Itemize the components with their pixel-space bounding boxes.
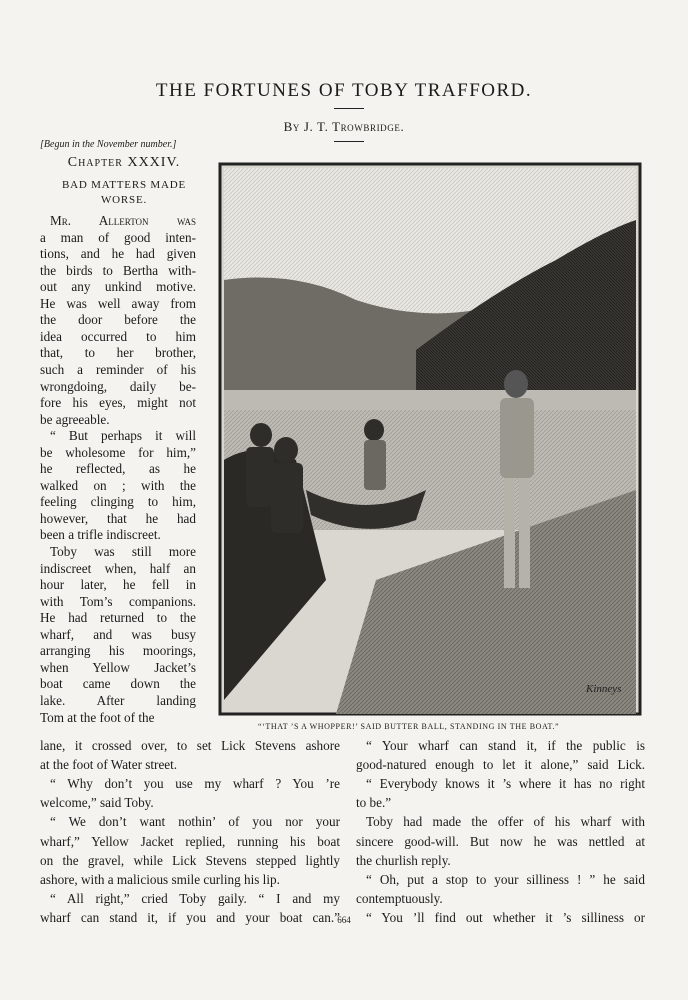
right-col-line: contemptuously. <box>356 890 443 906</box>
left-col-line: wharf,” Yellow Jacket replied, running his boat <box>40 833 340 849</box>
narrow-col-line: He was well away from <box>40 295 196 311</box>
narrow-col-line: He had returned to the <box>40 610 196 626</box>
right-col-line: “ Everybody knows it ’s where it has no right <box>366 776 645 792</box>
narrow-col-line: arranging his moorings, <box>40 643 196 659</box>
narrow-col-line: with Tom’s companions. <box>40 593 196 609</box>
chapter-subheading <box>40 178 208 208</box>
narrow-col-line: boat came down the <box>40 676 196 692</box>
right-col-line: to be.” <box>356 795 392 811</box>
begun-note: [Begun in the November number.] <box>40 139 177 150</box>
title-rule <box>334 108 364 109</box>
narrow-col-line: the birds to Bertha with- <box>40 262 196 278</box>
narrow-col-line: the door before the <box>40 312 196 328</box>
subheading-line-2: WORSE. <box>100 194 148 206</box>
narrow-col-line: fore his eyes, might not <box>40 395 196 411</box>
narrow-col-line: a man of good inten- <box>40 229 196 245</box>
narrow-col-line: wharf, and was busy <box>40 626 196 642</box>
narrow-col-line: feeling clinging to him, <box>40 494 196 510</box>
byline-text: By J. T. Trowbridge. <box>283 119 405 134</box>
byline <box>0 119 688 135</box>
article-title: THE FORTUNES OF TOBY TRAFFORD. <box>155 80 533 101</box>
left-col-line: “ We don’t want nothin’ of you nor your <box>50 814 340 830</box>
left-col-line: welcome,” said Toby. <box>40 795 154 811</box>
right-col-line: “ Your wharf can stand it, if the public is <box>366 738 645 753</box>
subheading-line-1: BAD MATTERS MADE <box>61 179 187 191</box>
page-number: 664 <box>337 915 351 925</box>
narrow-col-line: hour later, he fell in <box>40 577 196 593</box>
right-col-line: sincere good-will. But now he was nettled at <box>356 833 645 849</box>
narrow-col-line: when Yellow Jacket’s <box>40 659 196 675</box>
byline-rule <box>334 141 364 142</box>
narrow-col-line: Toby was still more <box>50 544 196 559</box>
left-col-line: “ Why don’t you use my wharf ? You ’re <box>50 776 340 792</box>
engraving-illustration <box>216 160 644 718</box>
narrow-col-line: indiscreet when, half an <box>40 560 196 576</box>
illustration-signature: Kinneys <box>586 683 622 695</box>
left-col-line: “ All right,” cried Toby gaily. “ I and my <box>50 890 340 906</box>
narrow-col-line: tions, and he had given <box>40 246 196 262</box>
narrow-col-line: wrongdoing, daily be- <box>40 378 196 394</box>
left-col-line: at the foot of Water street. <box>40 757 178 773</box>
narrow-col-line: be wholesome for him,” <box>40 444 196 460</box>
narrow-col-line: he reflected, as he <box>40 461 196 477</box>
narrow-col-line: such a reminder of his <box>40 361 196 377</box>
narrow-col-line: “ But perhaps it will <box>50 428 196 444</box>
narrow-col-line: walked on ; with the <box>40 477 196 493</box>
left-col-line: wharf can stand it, if you and your boat can.” <box>40 909 340 925</box>
narrow-col-line: Mr. Allerton was <box>50 213 196 228</box>
right-col-line: the churlish reply. <box>356 852 451 868</box>
narrow-col-line: been a trifle indiscreet. <box>40 527 161 543</box>
chapter-heading: Chapter XXXIV. <box>67 155 181 170</box>
right-col-line: Toby had made the offer of his wharf with <box>366 814 645 830</box>
right-col-line: “ You ’ll find out whether it ’s silliness or <box>366 909 645 925</box>
narrow-col-line: however, that he had <box>40 510 196 526</box>
left-col-line: ashore, with a malicious smile curling his lip. <box>40 871 280 887</box>
left-col-line: lane, it crossed over, to set Lick Stevens ashore <box>40 738 340 753</box>
narrow-col-line: that, to her brother, <box>40 345 196 361</box>
narrow-col-line: out any unkind motive. <box>40 279 196 295</box>
narrow-col-line: Tom at the foot of the <box>40 709 155 725</box>
left-col-line: on the gravel, while Lick Stevens stepped lightly <box>40 852 340 868</box>
narrow-col-line: idea occurred to him <box>40 328 196 344</box>
narrow-col-line: be agreeable. <box>40 411 110 427</box>
right-col-line: “ Oh, put a stop to your silliness ! ” he said <box>366 871 645 887</box>
illustration-caption: “‘THAT ’S A WHOPPER!’ SAID BUTTER BALL, STANDING IN THE BOAT.” <box>258 722 560 731</box>
right-col-line: good-natured enough to let it alone,” said Lick. <box>356 757 645 773</box>
narrow-col-line: lake. After landing <box>40 692 196 708</box>
